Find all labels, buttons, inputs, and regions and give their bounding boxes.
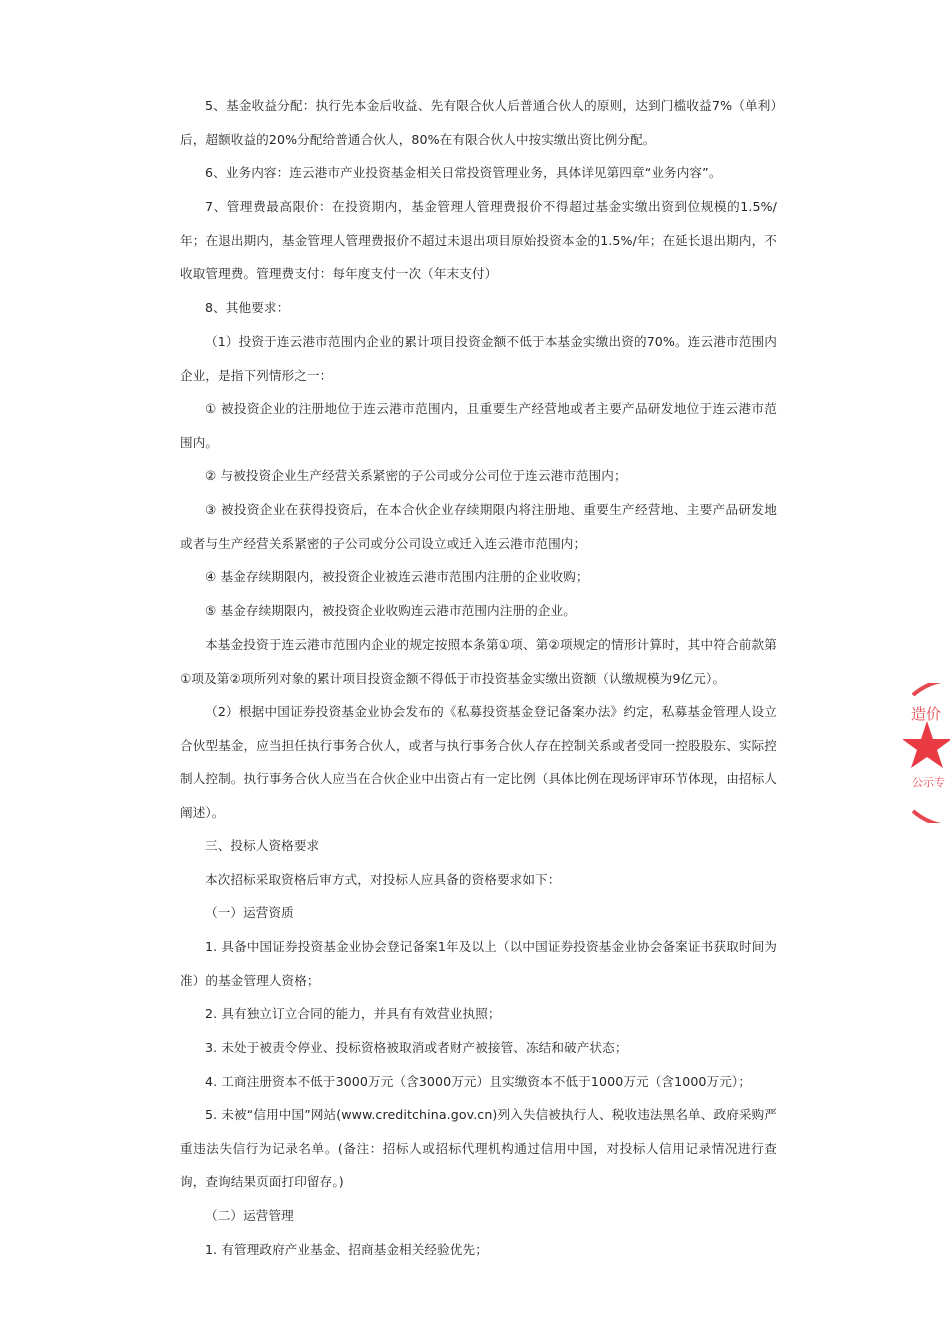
list-item-circled-1: ① 被投资企业的注册地位于连云港市范围内，且重要生产经营地或者主要产品研发地位于连云港市范围内。 — [180, 401, 777, 450]
section-heading-qualifications: 三、投标人资格要求 — [205, 838, 320, 853]
star-icon — [903, 721, 950, 768]
list-item-circled-2: ② 与被投资企业生产经营关系紧密的子公司或分公司位于连云港市范围内； — [205, 468, 627, 483]
list-item-management-1: 1. 有管理政府产业基金、招商基金相关经验优先； — [205, 1242, 488, 1257]
list-item-circled-5: ⑤ 基金存续期限内，被投资企业收购连云港市范围内注册的企业。 — [205, 603, 576, 618]
paragraph-investment-rule: 本基金投资于连云港市范围内企业的规定按照本条第①项、第②项规定的情形计算时，其中符合前款第①项及第②项所列对象的累计项目投资金额不得低于市投资基金实缴出资额（认缴规模为9亿元）。 — [180, 637, 777, 686]
list-item-circled-4: ④ 基金存续期限内，被投资企业被连云港市范围内注册的企业收购； — [205, 569, 589, 584]
official-seal-stamp — [903, 683, 950, 823]
seal-text-bottom: 公示专 — [912, 777, 945, 789]
paragraph-requirement-1: （1）投资于连云港市范围内企业的累计项目投资金额不低于本基金实缴出资的70%。连云港市范围内企业，是指下列情形之一： — [180, 334, 777, 383]
subheading-operating-management: （二）运营管理 — [205, 1208, 294, 1223]
paragraph-fund-income-distribution: 5、基金收益分配：执行先本金后收益、先有限合伙人后普通合伙人的原则，达到门槛收益7%（单利）后，超额收益的20%分配给普通合伙人，80%在有限合伙人中按实缴出资比例分配。 — [180, 98, 777, 147]
paragraph-requirement-2: （2）根据中国证券投资基金业协会发布的《私募投资基金登记备案办法》约定，私募基金管理人设立合伙型基金，应当担任执行事务合伙人，或者与执行事务合伙人存在控制关系或者受同一控股股东、实际控制人控制。执行事务合伙人应当在合伙企业中出资占有一定比例（具体比例在现场评审环节体现，由招标人阐述）。 — [180, 704, 777, 820]
paragraph-business-content: 6、业务内容：连云港市产业投资基金相关日常投资管理业务，具体详见第四章“业务内容”。 — [205, 165, 722, 180]
seal-text-top: 造价 — [911, 707, 942, 723]
paragraph-other-requirements: 8、其他要求： — [205, 300, 290, 315]
list-item-qualification-2: 2. 具有独立订立合同的能力，并具有有效营业执照； — [205, 1006, 501, 1021]
paragraph-qualification-intro: 本次招标采取资格后审方式，对投标人应具备的资格要求如下： — [205, 872, 561, 887]
subheading-operating-qualification: （一）运营资质 — [205, 905, 294, 920]
paragraph-management-fee-limit: 7、管理费最高限价：在投资期内，基金管理人管理费报价不得超过基金实缴出资到位规模的1.5%/年；在退出期内，基金管理人管理费报价不超过未退出项目原始投资本金的1.5%/年；在延长退出期内，不收取管理费。管理费支付：每年度支付一次（年末支付） — [180, 199, 777, 282]
list-item-qualification-5: 5. 未被“信用中国”网站(www.creditchina.gov.cn)列入失信被执行人、税收违法黑名单、政府采购严重违法失信行为记录名单。(备注：招标人或招标代理机构通过信用中国，对投标人信用记录情况进行查询，查询结果页面打印留存。) — [180, 1107, 777, 1190]
list-item-qualification-4: 4. 工商注册资本不低于3000万元（含3000万元）且实缴资本不低于1000万元（含1000万元）； — [205, 1074, 752, 1089]
list-item-qualification-3: 3. 未处于被责令停业、投标资格被取消或者财产被接管、冻结和破产状态； — [205, 1040, 628, 1055]
list-item-circled-3: ③ 被投资企业在获得投资后，在本合伙企业存续期限内将注册地、重要生产经营地、主要产品研发地或者与生产经营关系紧密的子公司或分公司设立或迁入连云港市范围内； — [180, 502, 777, 551]
list-item-qualification-1: 1. 具备中国证券投资基金业协会登记备案1年及以上（以中国证券投资基金业协会备案证书获取时间为准）的基金管理人资格； — [180, 939, 777, 988]
